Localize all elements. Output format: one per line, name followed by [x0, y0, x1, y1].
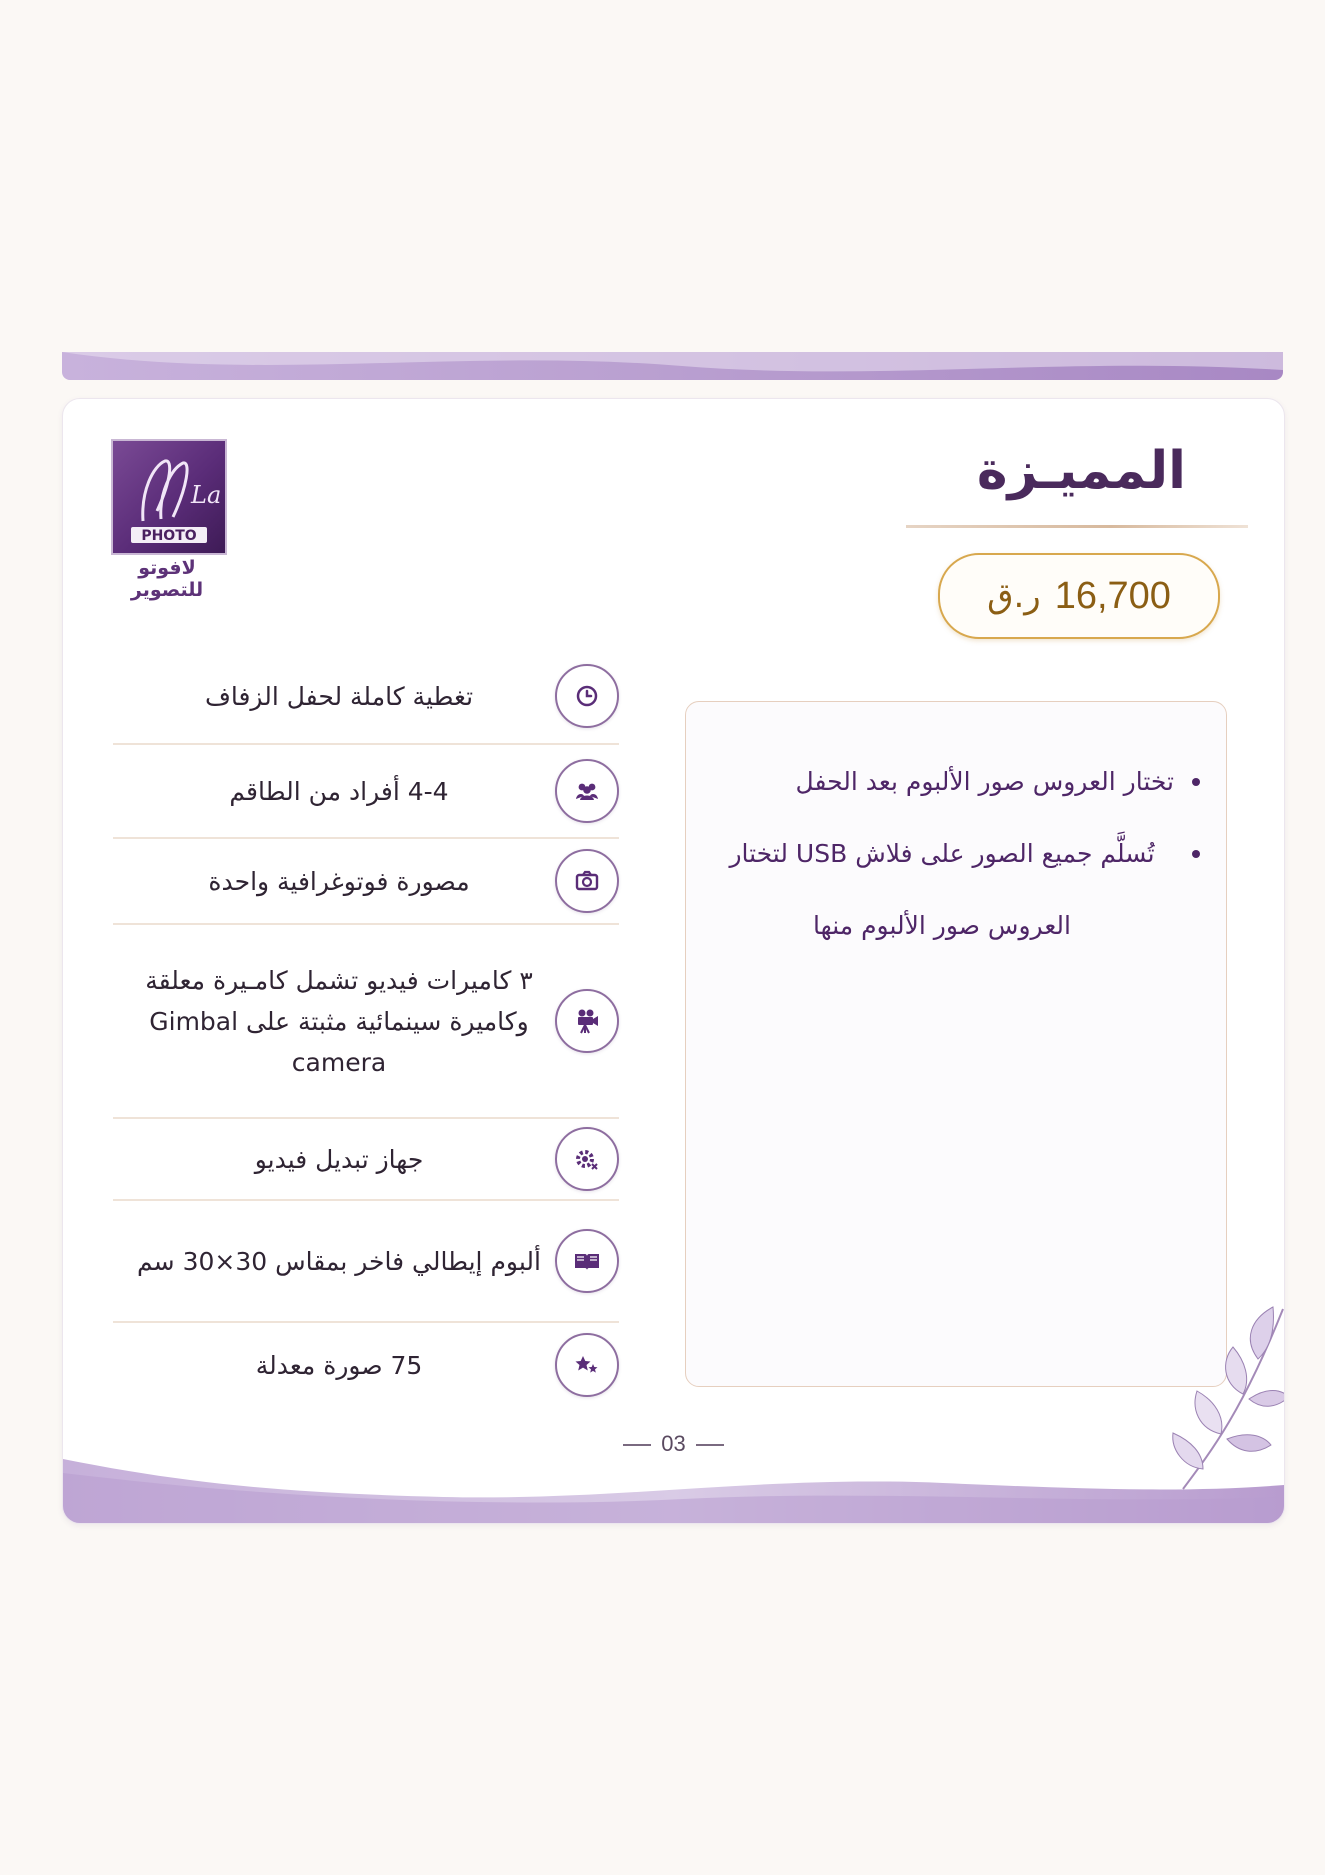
clock-icon: [555, 664, 619, 728]
bottom-decorative-wave: [63, 1453, 1284, 1523]
feature-text: ٣ كاميرات فيديو تشمل كامـيرة معلقة وكاميرة سينمائية مثبتة على Gimbal camera: [145, 965, 533, 1077]
brand-logo: [111, 439, 227, 555]
feature-item: [113, 925, 619, 1119]
inclusion-item: تُسلَّم جميع الصور على فلاش USB لتختار العروس صور الألبوم منها: [710, 818, 1200, 962]
title-underline: [906, 525, 1248, 528]
feature-item: [113, 839, 619, 925]
album-icon: [555, 1229, 619, 1293]
video-camera-icon: [555, 989, 619, 1053]
feature-text: ألبوم إيطالي فاخر بمقاس 30×30 سم: [137, 1246, 541, 1276]
logo-monogram: La: [191, 481, 222, 509]
feature-item: [113, 1119, 619, 1201]
camera-icon: [555, 849, 619, 913]
feature-text: 75 صورة معدلة: [255, 1350, 423, 1380]
package-title: المميـزة: [976, 441, 1186, 501]
feature-item: [113, 745, 619, 839]
price-currency: ر.ق: [987, 576, 1041, 616]
feature-text: جهاز تبديل فيديو: [254, 1144, 424, 1174]
inclusion-item: تختار العروس صور الألبوم بعد الحفل: [710, 746, 1200, 818]
feature-text: مصورة فوتوغرافية واحدة: [208, 866, 470, 896]
top-decorative-band: [62, 352, 1283, 380]
inclusions-list: [686, 702, 1226, 962]
team-icon: [555, 759, 619, 823]
package-card: [62, 398, 1285, 1524]
stars-icon: [555, 1333, 619, 1397]
feature-text: 4-4 أفراد من الطاقم: [229, 776, 449, 806]
gear-icon: [555, 1127, 619, 1191]
logo-wordmark: PHOTO: [141, 528, 197, 544]
feature-item: [113, 1201, 619, 1323]
feature-text: تغطية كاملة لحفل الزفاف: [204, 681, 474, 711]
price-badge: [938, 553, 1220, 639]
inclusions-panel: [685, 701, 1227, 1387]
feature-item: [113, 1323, 619, 1407]
page-number-text: 03: [661, 1431, 686, 1456]
features-list: [113, 649, 619, 1407]
feature-item: [113, 649, 619, 745]
brand-caption: لافوتو للتصوير: [130, 557, 204, 601]
price-value: 16,700: [1054, 574, 1171, 617]
